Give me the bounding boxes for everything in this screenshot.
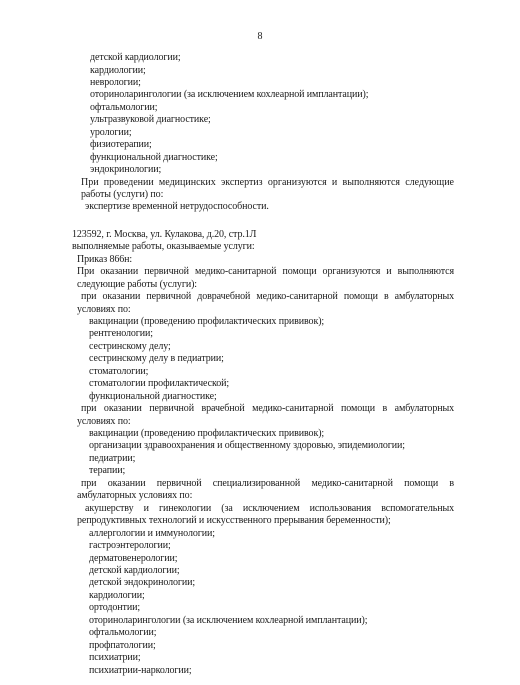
list-item: дерматовенерологии; bbox=[89, 552, 178, 564]
list-item: неврологии; bbox=[90, 76, 141, 88]
spec-text: при оказании первичной специализированной медико-санитарной помощи в bbox=[81, 477, 454, 489]
list-item: физиотерапии; bbox=[90, 139, 152, 151]
paragraph-line: следующие работы (услуги): bbox=[77, 278, 197, 290]
list-item: гастроэнтерологии; bbox=[89, 540, 171, 551]
psmp-text: При оказании первичной медико-санитарной помощи организуются и выполняются bbox=[77, 266, 454, 278]
list-item: эндокринологии; bbox=[90, 164, 162, 176]
list-item: кардиологии; bbox=[90, 64, 146, 76]
works-label: выполняемые работы, оказываемые услуги: bbox=[72, 241, 255, 253]
list-item: организации здравоохранения и общественному здоровью, эпидемиологии; bbox=[89, 440, 405, 452]
address-line: 123592, г. Москва, ул. Кулакова, д.20, стр.1Л bbox=[72, 228, 257, 240]
list-item: сестринскому делу; bbox=[89, 340, 171, 352]
list-item: функциональной диагностике; bbox=[90, 151, 218, 163]
list-item: психиатрии-наркологии; bbox=[89, 664, 192, 676]
vrach-text: при оказании первичной врачебной медико-санитарной помощи в амбулаторных bbox=[81, 403, 454, 415]
list-item: детской кардиологии; bbox=[89, 564, 180, 576]
list-item: оториноларингологии (за исключением кохлеарной имплантации); bbox=[90, 89, 369, 101]
prevrach-text: при оказании первичной доврачебной медико-санитарной помощи в амбулаторных bbox=[81, 291, 454, 302]
paragraph-line: репродуктивных технологий и искусственного прерывания беременности); bbox=[77, 515, 391, 527]
page-number: 8 bbox=[257, 31, 263, 42]
list-item: вакцинации (проведению профилактических прививок); bbox=[89, 315, 325, 327]
paragraph-line: условиях по: bbox=[77, 415, 131, 427]
paragraph-line bbox=[81, 478, 454, 491]
list-item: детской эндокринологии; bbox=[89, 577, 196, 589]
paragraph-line bbox=[81, 291, 454, 304]
list-item: сестринскому делу в педиатрии; bbox=[89, 353, 224, 365]
list-item: аллергологии и иммунологии; bbox=[89, 527, 215, 539]
list-item: кардиологии; bbox=[89, 589, 145, 601]
list-item: урологии; bbox=[90, 126, 132, 138]
list-item: экспертизе временной нетрудоспособности. bbox=[85, 201, 269, 213]
list-item: рентгенологии; bbox=[89, 328, 153, 340]
list-item: оториноларингологии (за исключением кохлеарной имплантации); bbox=[89, 614, 368, 626]
obstetrics-text: акушерству и гинекологии (за исключением использования вспомогательных bbox=[85, 502, 454, 514]
paragraph-line bbox=[85, 503, 454, 516]
list-item: психиатрии; bbox=[89, 652, 141, 664]
list-item: офтальмологии; bbox=[90, 101, 158, 113]
paragraph-line bbox=[81, 177, 454, 190]
list-item: стоматологии профилактической; bbox=[89, 378, 230, 390]
list-item: ортодонтии; bbox=[89, 602, 141, 614]
list-item: вакцинации (проведению профилактических прививок); bbox=[89, 428, 325, 439]
list-item: детской кардиологии; bbox=[90, 52, 181, 63]
list-item: ультразвуковой диагностике; bbox=[90, 114, 211, 126]
paragraph-line bbox=[77, 266, 454, 279]
list-item: профпатологии; bbox=[89, 639, 156, 651]
list-item: педиатрии; bbox=[89, 452, 136, 464]
list-item: терапии; bbox=[89, 465, 126, 477]
paragraph-line: работы (услуги) по: bbox=[81, 189, 164, 200]
paragraph-line: амбулаторных условиях по: bbox=[77, 490, 193, 502]
paragraph-line: условиях по: bbox=[77, 303, 131, 315]
expertise-text: При проведении медицинских экспертиз организуются и выполняются следующие bbox=[81, 176, 454, 188]
order-line: Приказ 866н: bbox=[77, 253, 133, 265]
list-item: стоматологии; bbox=[89, 365, 149, 377]
paragraph-line bbox=[81, 403, 454, 416]
list-item: функциональной диагностике; bbox=[89, 390, 217, 402]
list-item: офтальмологии; bbox=[89, 627, 157, 639]
